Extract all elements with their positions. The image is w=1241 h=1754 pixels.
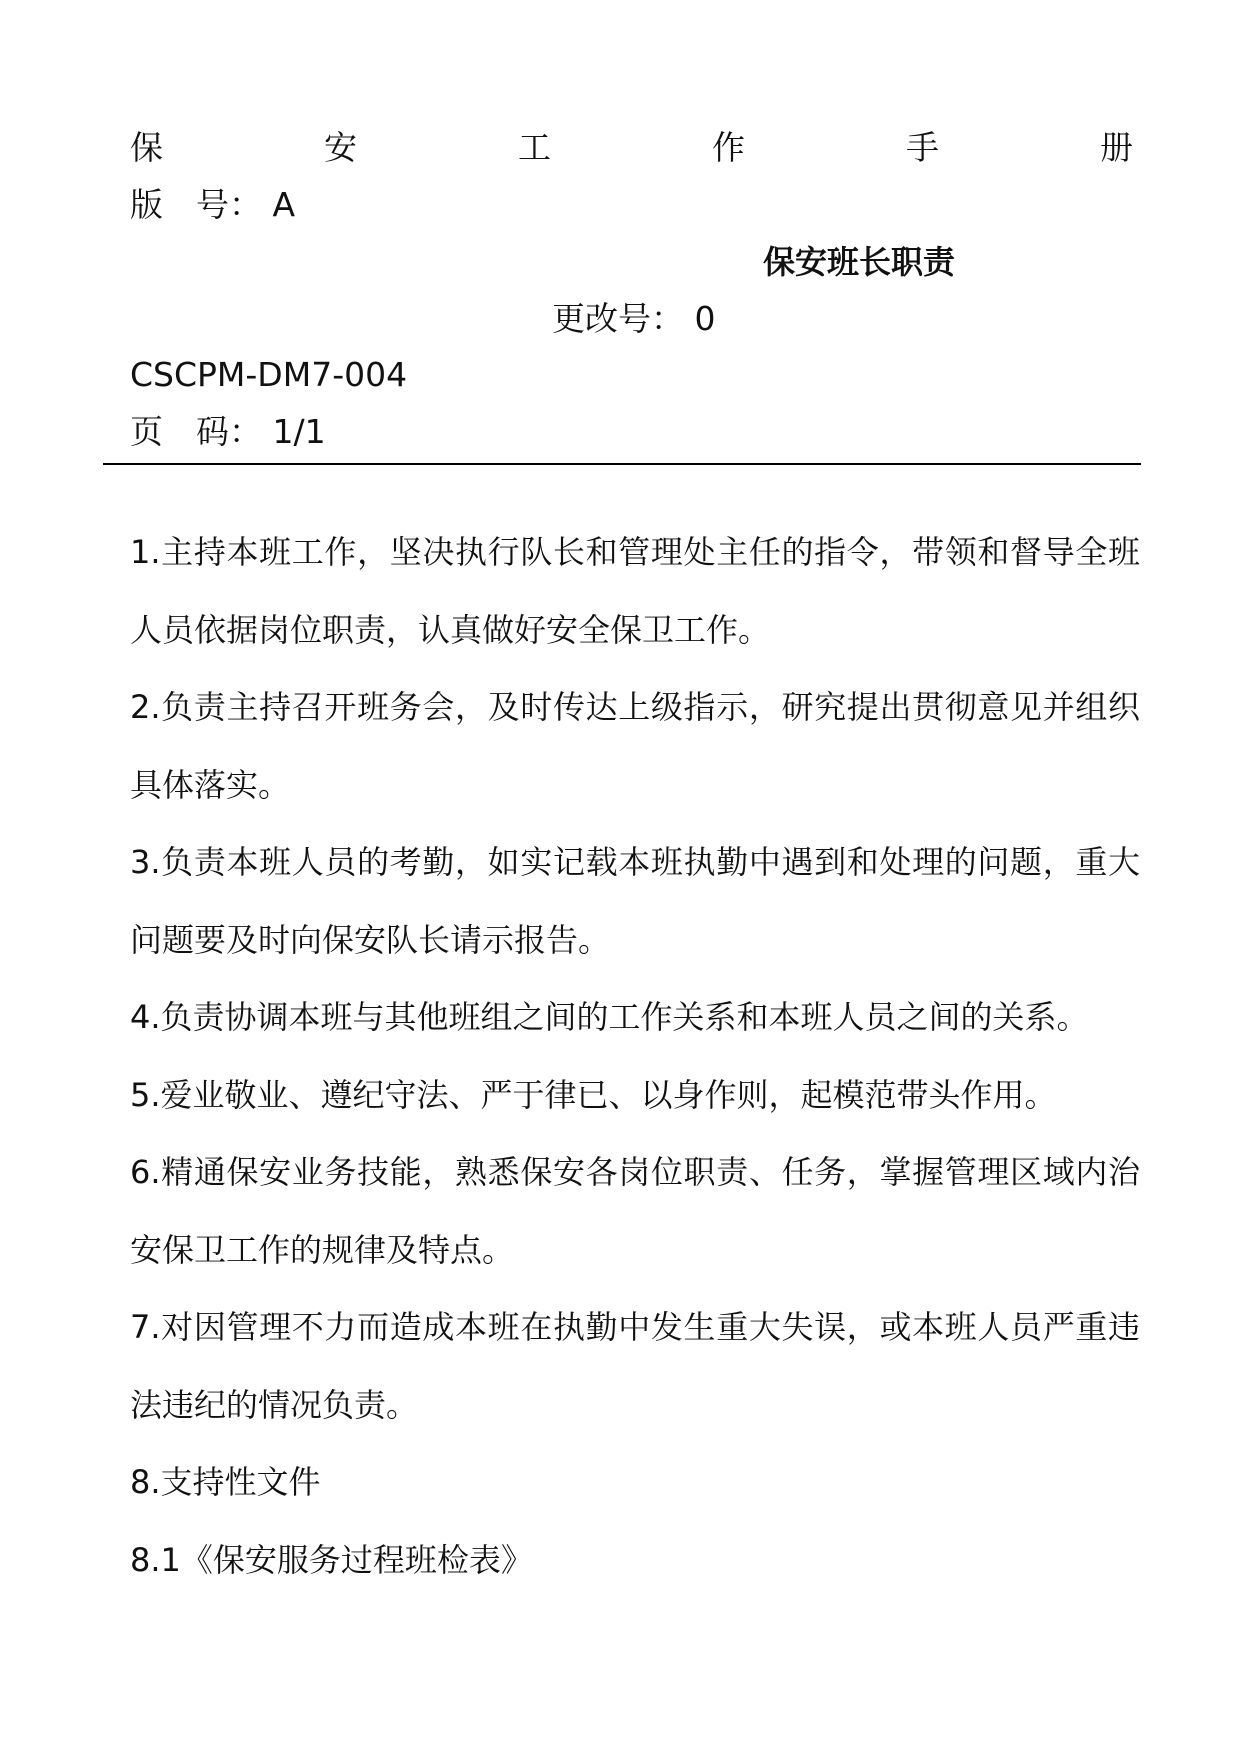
paragraph-6: 6.精通保安业务技能，熟悉保安各岗位职责、任务，掌握管理区域内治安保卫工作的规律及特点。 xyxy=(130,1153,1140,1269)
version-number: 版 号： A xyxy=(130,185,296,224)
page-number: 页 码： 1/1 xyxy=(130,412,326,451)
manual-title-char: 保 xyxy=(130,128,163,167)
header-divider xyxy=(103,463,1141,465)
revision-number: 更改号： 0 xyxy=(552,299,716,338)
document-code: CSCPM-DM7-004 xyxy=(130,355,408,394)
paragraph-1: 1.主持本班工作，坚决执行队长和管理处主任的指令，带领和督导全班人员依据岗位职责，认真做好安全保卫工作。 xyxy=(130,533,1140,649)
paragraph-4: 4.负责协调本班与其他班组之间的工作关系和本班人员之间的关系。 xyxy=(130,998,1089,1036)
manual-title-char: 手 xyxy=(906,128,939,167)
document-title: 保安班长职责 xyxy=(763,243,956,281)
manual-title-char: 册 xyxy=(1100,128,1133,167)
paragraph-5: 5.爱业敬业、遵纪守法、严于律已、以身作则，起模范带头作用。 xyxy=(130,1075,1057,1114)
manual-title-char: 工 xyxy=(518,128,551,167)
paragraph-8-1: 8.1《保安服务过程班检表》 xyxy=(130,1540,533,1579)
manual-title-char: 作 xyxy=(712,128,745,167)
paragraph-7: 7.对因管理不力而造成本班在执勤中发生重大失误，或本班人员严重违法违纪的情况负责。 xyxy=(130,1308,1140,1424)
manual-title-char: 安 xyxy=(324,128,357,167)
document-body xyxy=(130,514,1140,1599)
paragraph-3: 3.负责本班人员的考勤，如实记载本班执勤中遇到和处理的问题，重大问题要及时向保安队长请示报告。 xyxy=(130,843,1140,959)
paragraph-8: 8.支持性文件 xyxy=(130,1463,321,1501)
paragraph-2: 2.负责主持召开班务会，及时传达上级指示，研究提出贯彻意见并组织具体落实。 xyxy=(130,688,1140,804)
manual-title xyxy=(130,126,1133,170)
